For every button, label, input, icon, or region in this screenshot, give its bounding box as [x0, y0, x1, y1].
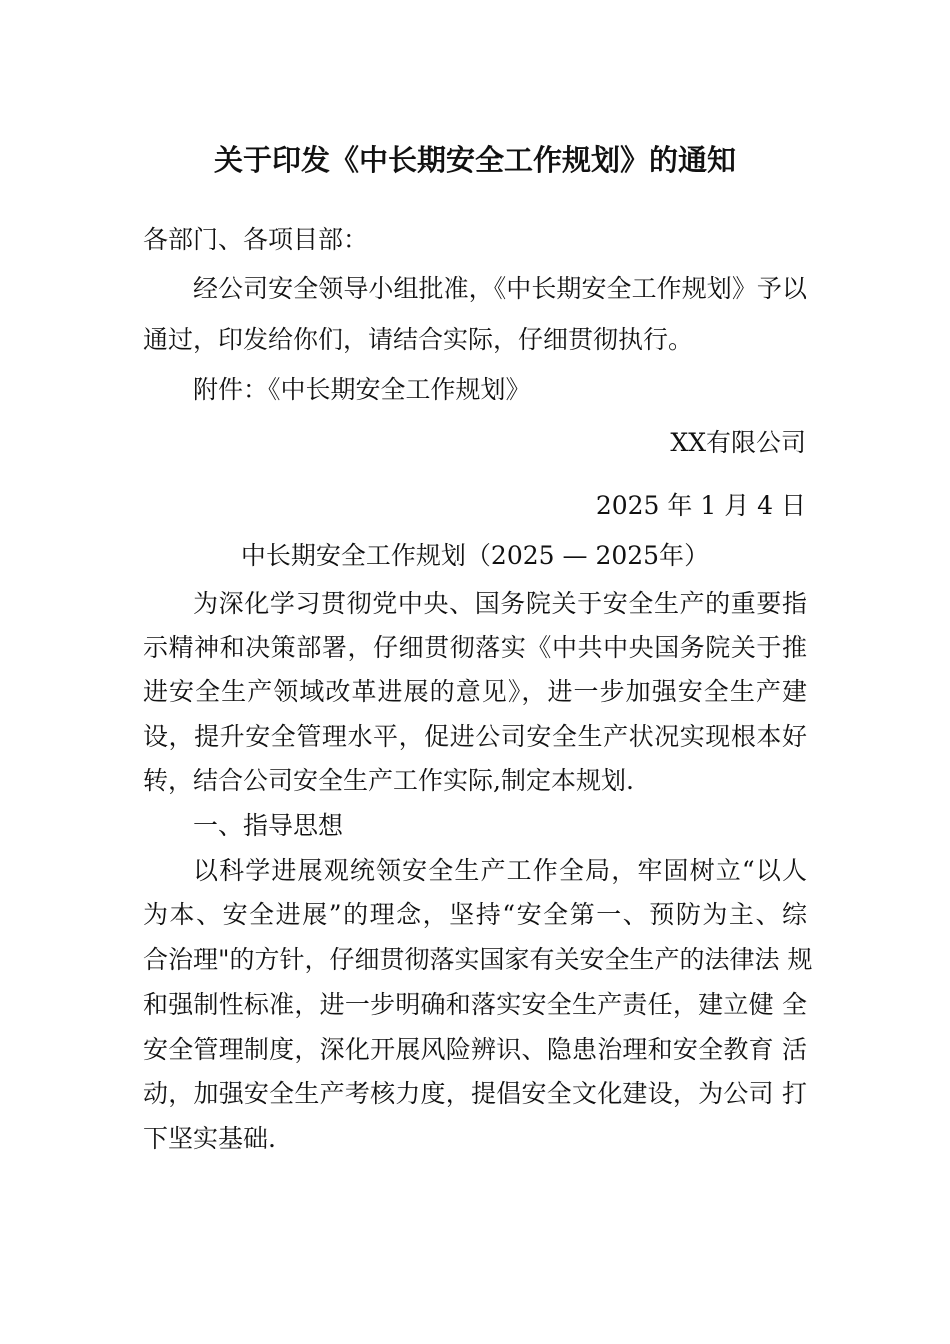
paragraph-line: 为本、安全进展”的理念，坚持“安全第一、预防为主、综	[143, 900, 807, 929]
signature-date: 2025 年 1 月 4 日	[595, 491, 806, 520]
paragraph-line: 设，提升安全管理水平，促进公司安全生产状况实现根本好	[143, 722, 807, 751]
paragraph-line: 合治理"的方针，仔细贯彻落实国家有关安全生产的法律法 规	[143, 945, 813, 974]
paragraph-line: 和强制性标准，进一步明确和落实安全生产责任，建立健 全	[143, 990, 807, 1019]
notice-title: 关于印发《中长期安全工作规划》的通知	[213, 143, 736, 177]
paragraph-line: 进安全生产领域改革进展的意见》，进一步加强安全生产建	[143, 677, 807, 706]
notice-body-line: 经公司安全领导小组批准，《中长期安全工作规划》予以	[193, 274, 807, 303]
paragraph-line: 动，加强安全生产考核力度，提倡安全文化建设，为公司 打	[143, 1079, 807, 1108]
paragraph-line: 下坚实基础.	[143, 1124, 276, 1153]
paragraph-line: 为深化学习贯彻党中央、国务院关于安全生产的重要指	[193, 589, 807, 618]
plan-title: 中长期安全工作规划（2025 — 2025年）	[240, 541, 710, 570]
section-heading: 一、指导思想	[193, 811, 344, 840]
signature-company: XX有限公司	[670, 428, 806, 457]
salutation: 各部门、各项目部：	[143, 225, 369, 254]
paragraph-line: 示精神和决策部署，仔细贯彻落实《中共中央国务院关于推	[143, 633, 807, 662]
paragraph-line: 转，结合公司安全生产工作实际,制定本规划.	[143, 766, 634, 795]
paragraph-line: 安全管理制度，深化开展风险辨识、隐患治理和安全教育 活	[143, 1035, 807, 1064]
paragraph-line: 以科学进展观统领安全生产工作全局，牢固树立“以人	[193, 856, 807, 885]
attachment-line: 附件：《中长期安全工作规划》	[193, 375, 531, 404]
notice-body-line: 通过，印发给你们，请结合实际，仔细贯彻执行。	[143, 325, 694, 354]
